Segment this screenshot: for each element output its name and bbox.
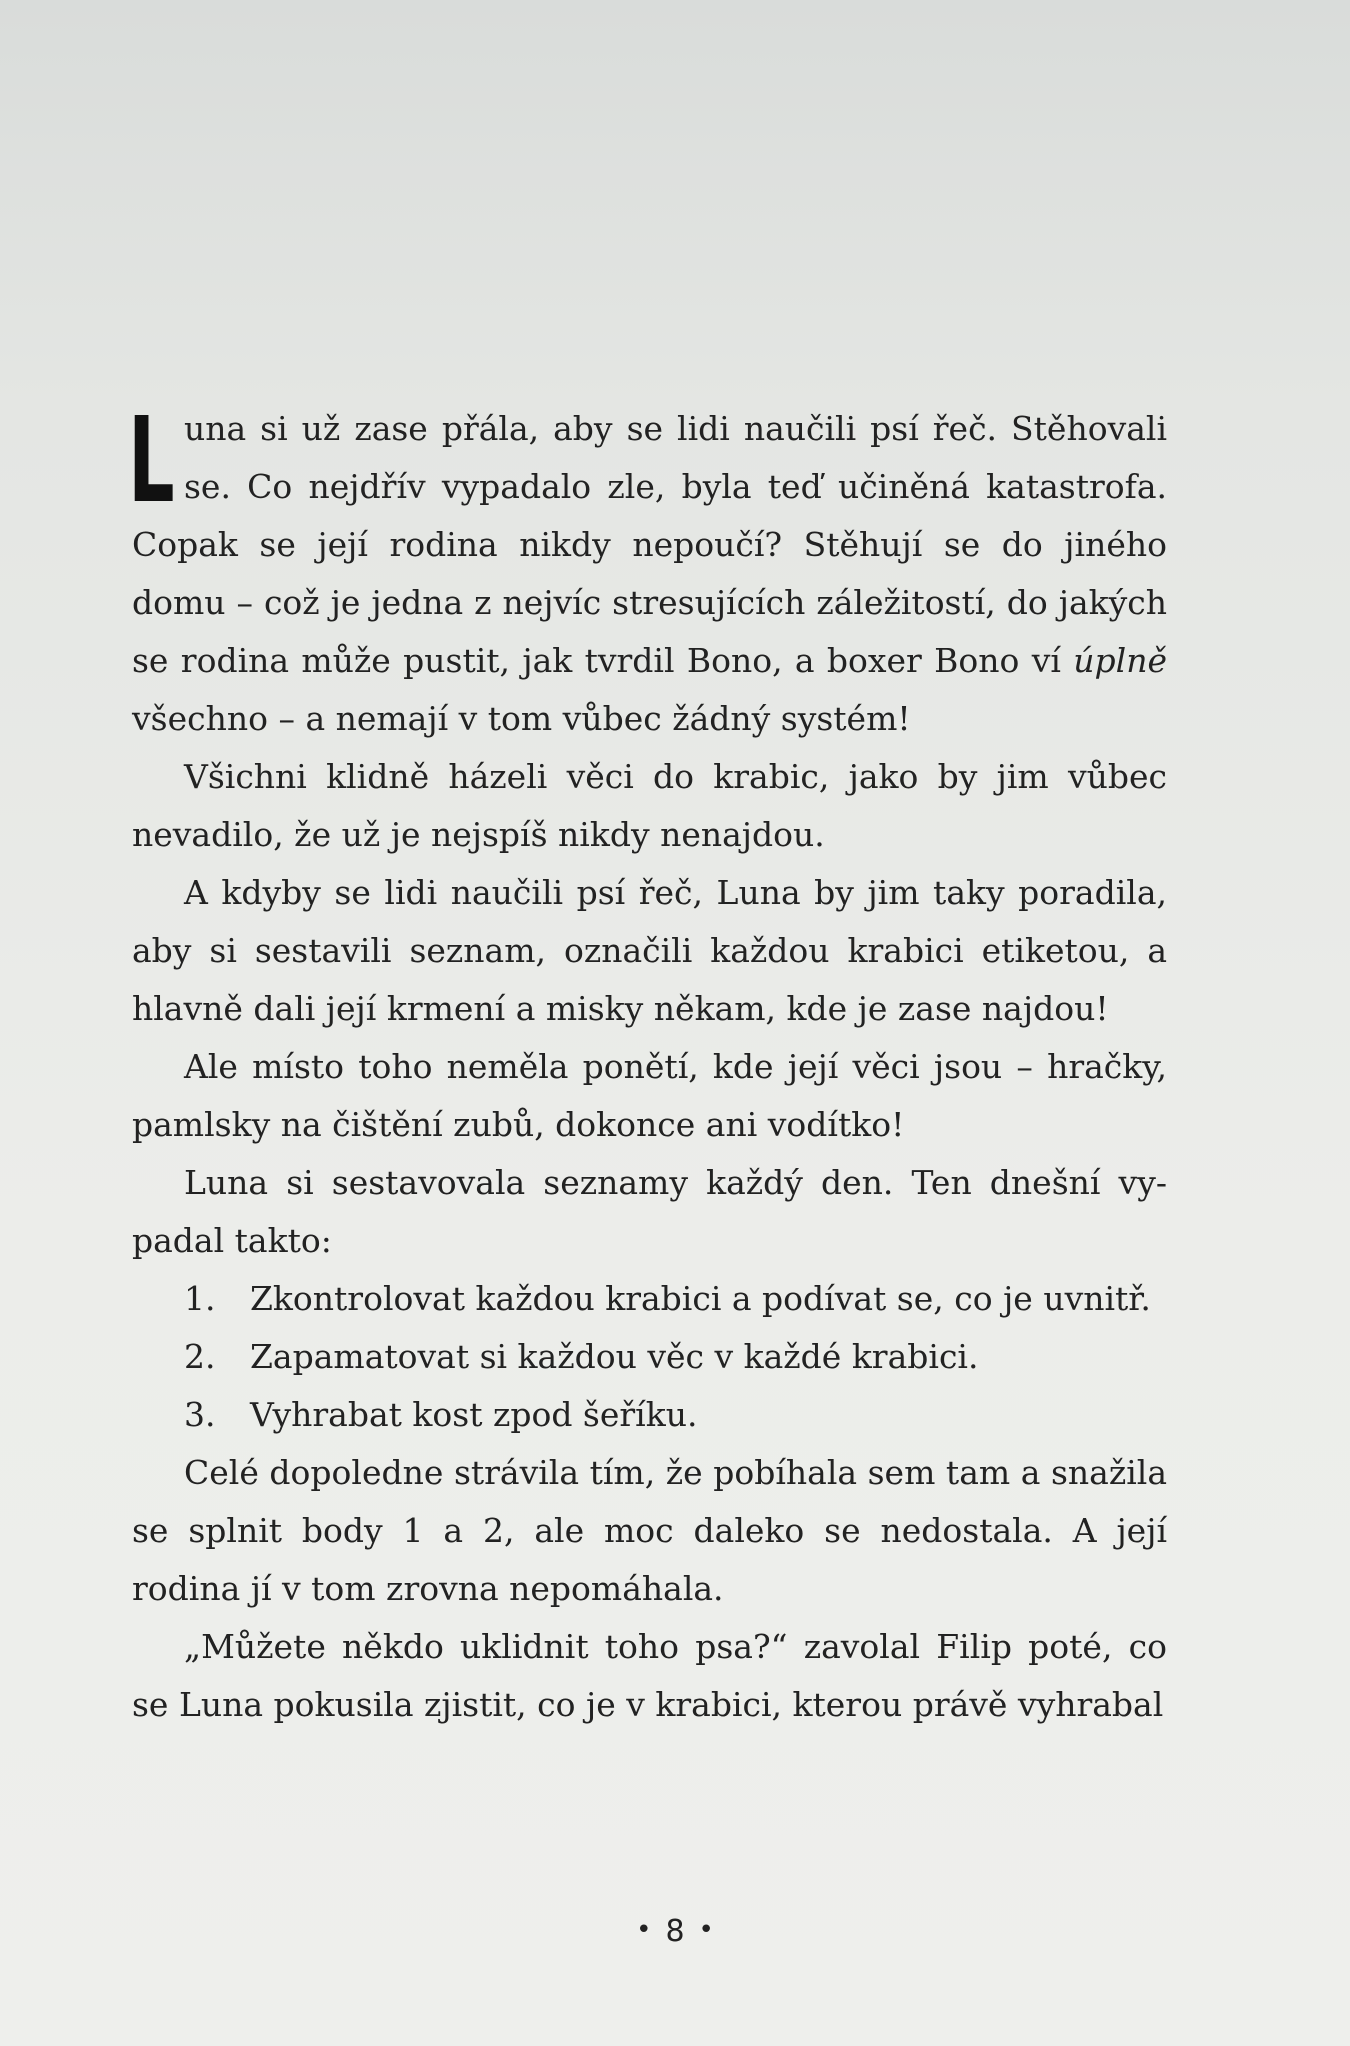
list-number: 2. [184, 1337, 216, 1376]
drop-cap: L [128, 391, 175, 529]
paragraph-2: Všichni klidně házeli věci do krabic, jako by jim vůbec nevadilo, že už je nejspíš nikdy nenajdou. [132, 757, 1167, 854]
bullet-left: • [636, 1915, 652, 1945]
list-item [132, 1328, 1167, 1386]
paragraph-3: A kdyby se lidi naučili psí řeč, Luna by jim taky poradila, aby si sestavili seznam, označili každou krabici etiketou, a hlavně dali její krmení a misky někam, kde je zase najdou! [132, 873, 1167, 1028]
paragraph-6: Celé dopoledne strávila tím, že pobíhala sem tam a snažila se splnit body 1 a 2, ale moc daleko se nedostala. A její rodina jí v tom zrovna nepomáhala. [132, 1453, 1167, 1608]
list-text: Vyhrabat kost zpod šeříku. [250, 1395, 698, 1434]
paragraph-1-text: una si už zase přála, aby se lidi naučili psí řeč. Stěhovali se. Co nejdřív vypadalo zle, byla teď učiněná katastrofa. Copak se její rodina nikdy nepoučí? Stěhují se do jiného domu – což je jedna z nejvíc stresujících záležitostí, do jakých se rodina může pustit, jak tvrdil Bono, a boxer Bono ví [132, 409, 1167, 680]
paragraph-4: Ale místo toho neměla ponětí, kde její věci jsou – hračky, pamlsky na čištění zubů, dokonce ani vodítko! [132, 1047, 1167, 1144]
page-number-value: 8 [665, 1914, 685, 1949]
emphasis-text: úplně [1073, 641, 1167, 680]
paragraph-1-end: všechno – a nemají v tom vůbec žádný systém! [132, 699, 911, 738]
body-text [128, 391, 1167, 1734]
paragraph-1 [128, 391, 1167, 748]
bullet-right: • [698, 1915, 714, 1945]
list-text: Zkontrolovat každou krabici a podívat se, co je uvnitř. [250, 1279, 1151, 1318]
list-number: 1. [184, 1279, 216, 1318]
list-item [132, 1270, 1167, 1328]
list-number: 3. [184, 1395, 216, 1434]
todo-list [132, 1270, 1167, 1444]
page-number [0, 1914, 1350, 1949]
list-text: Zapamatovat si každou věc v každé krabici. [250, 1337, 979, 1376]
paragraph-7: „Můžete někdo uklidnit toho psa?“ zavolal Filip poté, co se Luna pokusila zjistit, co je v krabici, kterou právě vyhrabal [132, 1627, 1167, 1724]
list-item [132, 1386, 1167, 1444]
paragraph-5: Luna si sestavovala seznamy každý den. Ten dnešní vypadal takto: [132, 1163, 1167, 1260]
